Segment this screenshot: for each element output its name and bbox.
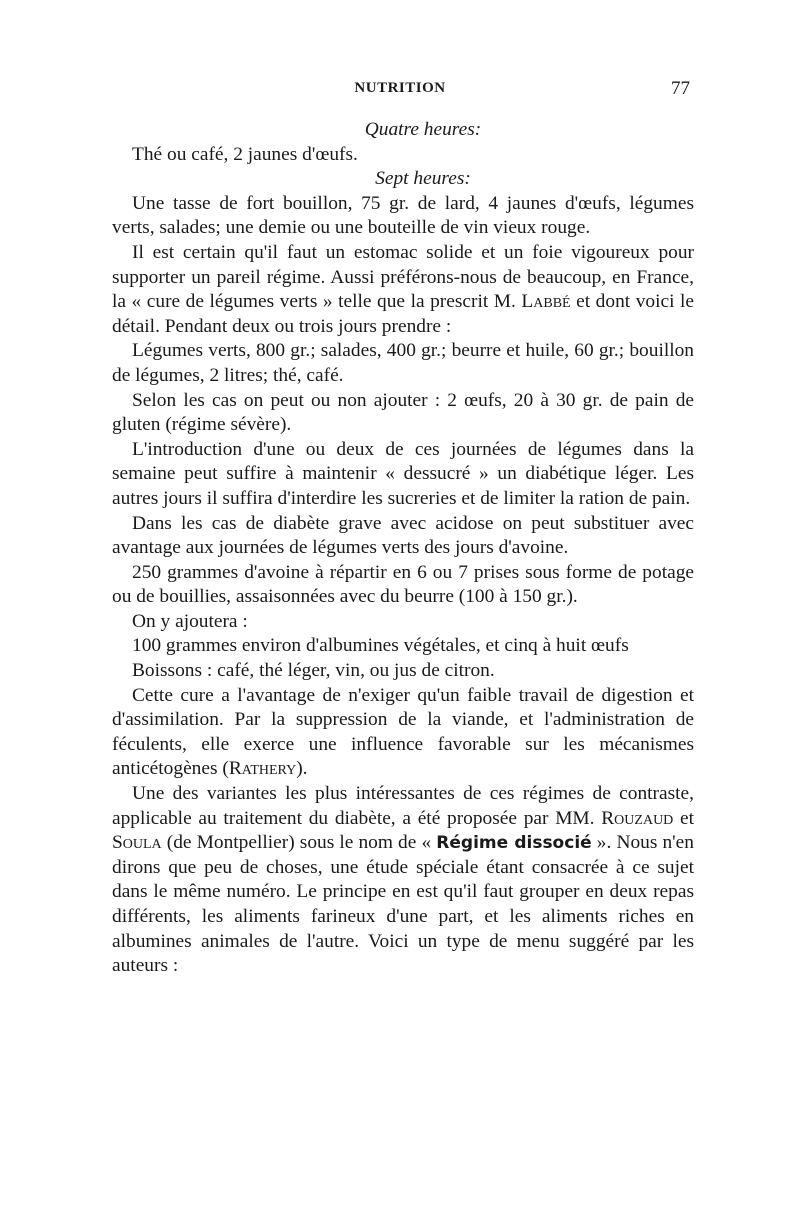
paragraph-variantes: [112, 782, 694, 979]
paragraph-ajoutera: On y ajoutera :: [132, 610, 248, 632]
page-number: 77: [671, 78, 690, 99]
paragraph-four-hours: Thé ou café, 2 jaunes d'œufs.: [132, 143, 358, 165]
running-title: NUTRITION: [354, 80, 446, 96]
paragraph-cure: [112, 684, 694, 782]
heading-seven-hours: Sept heures:: [375, 168, 471, 190]
paragraph-boissons: Boissons : café, thé léger, vin, ou jus de citron.: [132, 660, 495, 682]
paragraph-acidose: Dans les cas de diabète grave avec acidose on peut substituer avec avantage aux journées de légumes verts des jours d'avoine.: [112, 512, 694, 559]
paragraph-legumes: Légumes verts, 800 gr.; salades, 400 gr.; beurre et huile, 60 gr.; bouillon de légumes, 2 litres; thé, café.: [112, 340, 694, 386]
text-segment: ).: [296, 758, 308, 780]
author-name-rouzaud: Rouzaud: [601, 807, 674, 829]
text-segment: et dont voici le détail. Pendant deux ou trois jours prendre :: [112, 291, 694, 337]
paragraph-albumines: 100 grammes environ d'albumines végétales, et cinq à huit œufs: [132, 635, 629, 657]
heading-four-hours: Quatre heures:: [364, 119, 482, 140]
author-name-soula: Soula: [112, 832, 162, 854]
author-name-labbe: Labbé: [521, 291, 571, 313]
body-text: [112, 118, 694, 979]
term-regime-dissocie: Régime dissocié: [436, 833, 592, 854]
text-segment: et: [673, 807, 695, 829]
paragraph-selon: Selon les cas on peut ou non ajouter : 2 œufs, 20 à 30 gr. de pain de gluten (régime sévère).: [112, 389, 694, 436]
paragraph-introduction: L'introduction d'une ou deux de ces journées de légumes dans la semaine peut suffire à maintenir « dessucré » un diabétique léger. Les autres jours il suffira d'interdire les sucreries et de limiter la ration de pain.: [112, 438, 694, 509]
paragraph-avoine: 250 grammes d'avoine à répartir en 6 ou 7 prises sous forme de potage ou de bouillies, assaisonnées avec du beurre (100 à 150 gr.).: [112, 561, 694, 608]
text-segment: Une des variantes les plus intéressantes de ces régimes de contraste, applicable au traitement du diabète, a été proposée par MM.: [112, 783, 694, 829]
paragraph-seven-hours: Une tasse de fort bouillon, 75 gr. de lard, 4 jaunes d'œufs, légumes verts, salades; une demie ou une bouteille de vin vieux rouge.: [112, 192, 694, 239]
text-segment: ». Nous n'en dirons que peu de choses, une étude spéciale étant consacrée à ce sujet dans le même numéro. Le principe en est qu'il faut grouper en deux repas différents, les aliments farineux d'une part, et les aliments riches en albumines animales de l'autre. Voici un type de menu suggéré par les auteurs :: [112, 832, 694, 977]
paragraph-labbe: [112, 241, 694, 339]
text-segment: (de Montpellier) sous le nom de «: [161, 832, 437, 854]
text-segment: Il est certain qu'il faut un estomac solide et un foie vigoureux pour supporter un pareil régime. Aussi préférons-nous de beaucoup, en France, la « cure de légumes verts » telle que la prescrit M.: [112, 241, 694, 313]
author-name-rathery: Rathery: [228, 758, 297, 780]
running-head: [110, 78, 690, 102]
text-segment: Cette cure a l'avantage de n'exiger qu'un faible travail de digestion et d'assimilation. Par la suppression de la viande, et l'administration de féculents, elle exerce une influence favorable sur les mécanismes anticétogènes (: [112, 684, 694, 780]
